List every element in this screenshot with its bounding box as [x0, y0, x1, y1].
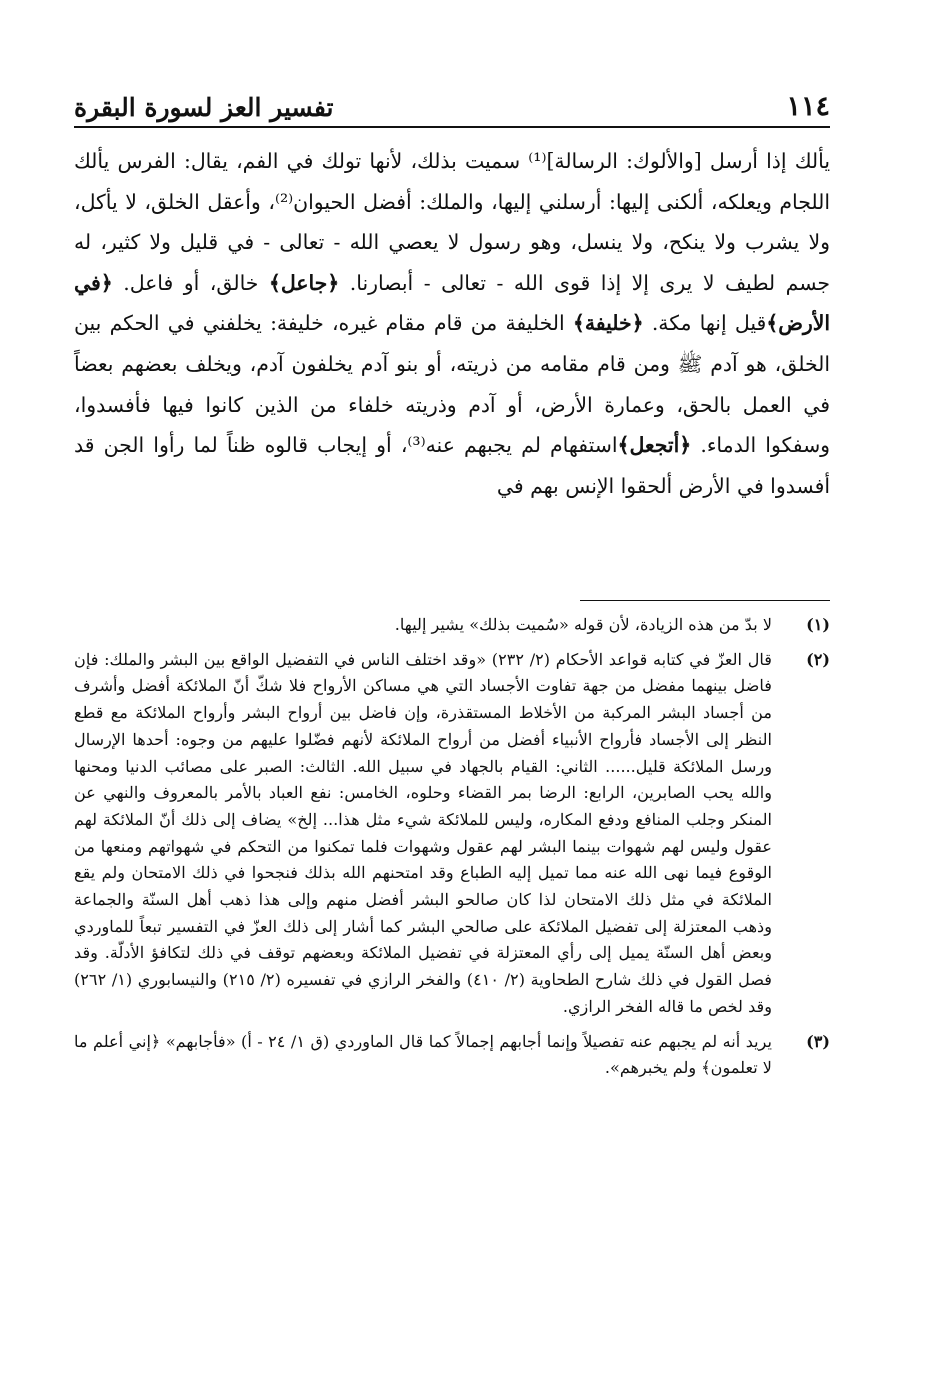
- footnote-text: قال العزّ في كتابه قواعد الأحكام (٢/ ٢٣٢) «وقد اختلف الناس في التفضيل الواقع بين البشر والملك: فإن فاضل بينهما مفضل من جهة تفاوت الأجساد التي هي مساكن الأرواح فلا شكّ أنّ الملائكة أفضل وأشرف من أجساد البشر المركبة من الأخلاط المستقذرة، وإن فاضل بين أرواح البشر وأرواح الملائكة مع قطع النظر إلى الأجساد فأرواح الأنبياء أفضل من أرواح الملائكة لأنهم فضّلوا عليهم من وجوه: أحدها الإرسال ورسل الملائكة قليل...... الثاني: القيام بالجهاد في سبيل الله. الثالث: الصبر على مصائب الدنيا ومحنها والله يحب الصابرين، الرابع: الرضا بمر القضاء وحلوه، الخامس: نفع العباد بالأمر بالمعروف والنهي عن المنكر وجلب المنافع ودفع المكاره، وليس للملائكة شيء مثل هذا... إلخ» يضاف إلى ذلك أنّ الملائكة لهم عقول وليس لهم شهوات بينما البشر لهم عقول وشهوات فلما تمكنوا من التحكم في شهواتهم ومنعها من الوقوع فيما نهى الله عنه مما تميل إليه الطباع وقد امتحنهم الله بذلك فنجحوا في ذلك الامتحان ولم يقع الملائكة في مثل ذلك الامتحان لذا كان صالحو البشر أفضل منهم وإلى هذا ذهب أهل السنّة والجماعة وذهب المعتزلة إلى تفضيل الملائكة على صالحي البشر كما أشار إلى ذلك العزّ في التفسير تبعاً للماوردي وبعض أهل السنّة يميل إلى رأي المعتزلة في تفضيل الملائكة وبعضهم توقف في ذلك لتكافؤ الأدلّة. وقد فصل القول في ذلك شارح الطحاوية (٢/ ٤١٠) والفخر الرازي في تفسيره (٢/ ٢١٥) والنيسابوري (١/ ٢٦٢) وقد لخص ما قاله الفخر الرازي.: [74, 649, 772, 1016]
- footnote-number: (١): [806, 615, 830, 634]
- footnote: [74, 647, 830, 1021]
- footnote-text: لا بدّ من هذه الزيادة، لأن قوله «سُميت بذلك» يشير إليها.: [394, 615, 772, 634]
- footnote-number: (٣): [806, 1031, 830, 1051]
- footnote-separator: [580, 600, 830, 601]
- footnote: [74, 612, 830, 639]
- text-segment: الخليفة من قام مقام غيره، خليفة: يخلفني في الحكم بين الخلق، هو آدم ﷺ ومن قام مقامه من ذريته، أو بنو آدم يخلفون آدم، ويخلف بعضهم بعضاً في العمل بالحق، وعمارة الأرض، أو آدم وذريته خلفاء من الذين كانوا فيها فأفسدوا، وسفكوا الدماء.: [74, 311, 830, 458]
- footnote-number: (٢): [806, 649, 830, 669]
- quran-quote: ﴿في الأرض﴾: [74, 270, 830, 336]
- text-segment: قيل إنها مكة.: [651, 311, 767, 336]
- text-segment: خالق، أو فاعل.: [123, 270, 269, 295]
- page-number: ١١٤: [786, 91, 830, 122]
- footnotes: [74, 612, 830, 1090]
- running-title: تفسير العز لسورة البقرة: [74, 93, 334, 122]
- main-paragraph: [74, 141, 830, 506]
- quran-quote: ﴿خليفة﴾: [572, 311, 644, 336]
- footnote-text: يريد أنه لم يجبهم عنه تفصيلاً وإنما أجابهم إجمالاً كما قال الماوردي (ق ١/ ٢٤ - أ) «فأجابهم» ﴿إني أعلم ما لا تعلمون﴾ ولم يخبرهم».: [74, 1031, 772, 1078]
- page-header: [74, 84, 830, 128]
- quran-quote: ﴿أتجعل﴾: [617, 433, 692, 458]
- footnote: [74, 1029, 830, 1082]
- text-segment: استفهام لم يجبهم عنه⁽³⁾، أو إيجاب قالوه ظناً لما رأوا الجن قد أفسدوا في الأرض ألحقوا الإنس بهم في: [74, 433, 830, 498]
- text-segment: يألك إذا أرسل [والألوك: الرسالة]⁽¹⁾ سميت بذلك، لأنها تولك في الفم، يقال: الفرس يألك اللجام ويعلكه، ألكنى إليها: أرسلني إليها، والملك: أفضل الحيوان⁽²⁾، وأعقل الخلق، لا يأكل، ولا يشرب ولا ينكح، ولا ينسل، وهو رسول لا يعصي الله - تعالى - في قليل ولا كثير، له جسم لطيف لا يرى إلا إذا قوى الله - تعالى - أبصارنا.: [74, 149, 831, 295]
- main-text: [74, 141, 830, 506]
- quran-quote: ﴿جاعل﴾: [268, 270, 340, 295]
